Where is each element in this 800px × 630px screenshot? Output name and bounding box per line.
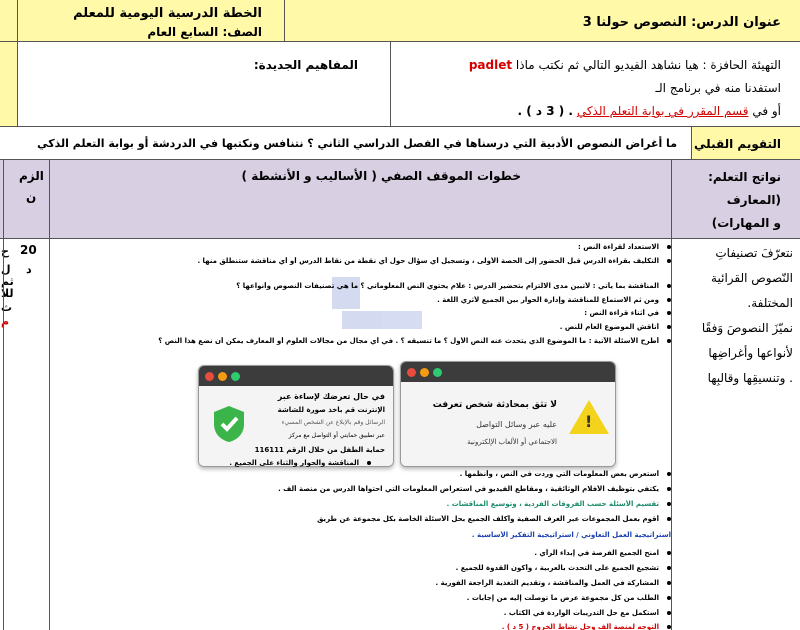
- window-dot-orange: [218, 372, 227, 381]
- grade-label: الصف: السابع العام: [147, 25, 262, 39]
- steps-header-label: خطوات الموقف الصفي ( الأساليب و الأنشطة ): [241, 169, 521, 183]
- outcomes-header-2: (المعارف: [726, 193, 781, 207]
- steps-header-cell: [49, 159, 672, 239]
- warning-popup-line2: عليه عبر وسائل التواصل: [476, 420, 557, 429]
- window-titlebar: [199, 366, 393, 386]
- outcomes-body-cell: [671, 238, 800, 630]
- prior-eval-label-cell: [691, 126, 800, 160]
- outcomes-header-1: نواتج التعلم:: [708, 170, 781, 184]
- edge-text-4: للا: [1, 287, 14, 300]
- safety-popup-line5: حماية الطفل من خلال الرقم 116111: [254, 446, 385, 454]
- step-item: امنح الجميع الفرصة في إبداء الرأي .: [534, 549, 671, 557]
- outcome-line: لأنواعها وأغراضِها: [708, 346, 793, 360]
- safety-popup-window: [198, 365, 394, 467]
- outcome-line: النّصوص القرائية: [711, 271, 793, 285]
- warning-popup-title: لا تثق بمحادثة شخص تعرفت: [432, 400, 557, 410]
- step-item: المناقشة بما يأتي : لأتبين مدى الالتزام بتحضير الدرس : علام يحتوي النص المعلوماتي ؟ ما هي تصنيفات النصوص وأنواعها ؟: [236, 282, 671, 290]
- window-dot-red: [205, 372, 214, 381]
- window-dot-green: [433, 368, 442, 377]
- window-dot-red: [407, 368, 416, 377]
- padlet-link[interactable]: padlet: [468, 58, 513, 72]
- prior-eval-label: التقويم القبلي: [694, 137, 781, 151]
- header-lesson-cell: [284, 0, 800, 42]
- step-item: أناقش الموضوع العام للنص .: [560, 323, 671, 331]
- step-item: المشاركة في العمل والمناقشة ، وتقديم التغذية الراجعة الفورية .: [436, 579, 671, 587]
- time-unit: د: [26, 263, 32, 276]
- left-edge-yellow: [0, 41, 18, 127]
- motivation-cell: [390, 41, 800, 127]
- motivation-line-2: استفدنا منه في برنامج الـ: [655, 81, 781, 95]
- motivation-line-1: [469, 58, 781, 72]
- outcomes-header-cell: [671, 159, 800, 239]
- edge-text-1: ح: [1, 245, 9, 258]
- window-dot-green: [231, 372, 240, 381]
- step-item: أقوم بعمل المجموعات عبر الغرف الصفية وأكلف الجميع بحل الأسئلة الخاصة بكل مجموعة عن طريق: [317, 515, 671, 523]
- window-titlebar: [401, 362, 615, 382]
- step-item: يكتفي بتوظيف الأفلام الوثائقية ، ومقاطع الفيديو في استعراض المعلومات التي احتواها الدرس من منصة ألف .: [278, 485, 671, 493]
- new-concepts-label: المفاهيم الجديدة:: [253, 58, 358, 72]
- window-body: [199, 386, 393, 466]
- header-plan-cell: [17, 0, 285, 42]
- shield-check-icon: [211, 404, 247, 444]
- outcome-line: . وتنسيقِها وقالبِها: [707, 371, 793, 385]
- warning-popup-window: [400, 361, 616, 467]
- time-header-label-1: الزم: [19, 169, 44, 183]
- step-item: التكليف بقراءة الدرس قبل الحضور إلى الحصة الأولى ، وتسجيل أي سؤال حول أي نقطة من نقاط الدرس أو أي مناقشة ستنطلق منها .: [197, 257, 671, 265]
- safety-popup-line3: الرسائل وقم بالإبلاغ عن الشخص المسيء: [281, 419, 385, 426]
- step-item: أطرح الأسئلة الآتية : ما الموضوع الذي يتحدث عنه النص الأول ؟ ما تنسيقه ؟ . في أي مجال من مجالات العلوم أو المعارف يمكن أن نضع هذا النص ؟: [158, 337, 671, 345]
- step-item: أستكمل مع حل التدريبات الواردة في الكتاب .: [504, 609, 671, 617]
- warning-popup-line3: الاجتماعي أو الألعاب الإلكترونية: [467, 438, 557, 446]
- outcome-line: نتعرّفَ تصنيفاتِ: [715, 246, 793, 260]
- step-item: تشجيع الجميع على التحدث بالعربية ، وأكون القدوة للجميع .: [456, 564, 671, 572]
- step-item: التوجه لمنصة ألف وحل نشاط الخروج ( 5 د ) .: [502, 623, 671, 630]
- concepts-cell: [17, 41, 391, 127]
- prior-eval-question-cell: [0, 126, 692, 160]
- edge-text-6: م: [1, 315, 10, 328]
- step-item: استراتيجية العمل التعاوني / استراتيجية التفكير الأساسية .: [471, 531, 671, 539]
- time-header-cell: [3, 159, 50, 239]
- step-item: أستعرض بعض المعلومات التي وردت في النص ، وأنظمها .: [460, 470, 671, 478]
- time-header-label-2: ن: [26, 190, 37, 204]
- time-body-cell: [3, 238, 50, 630]
- outcome-line: المختلفة.: [747, 296, 793, 310]
- step-item: الطلب من كل مجموعة عرض ما توصلت إليه من إجابات .: [467, 594, 671, 602]
- motivation-text-1: التهيئة الحافزة : هيا نشاهد الفيديو التالي ثم نكتب ماذا: [515, 58, 781, 72]
- step-item: في أثناء قراءة النص :: [584, 309, 671, 317]
- step-item: الاستعداد لقراءة النص :: [578, 243, 671, 251]
- motivation-line-3: أو في قسم المقرر في بوابة التعلم الذكي . ( 3 د ) .: [517, 104, 781, 118]
- window-body: [401, 382, 615, 466]
- plan-title: الخطة الدرسية اليومية للمعلم: [73, 6, 262, 21]
- steps-body-cell: [49, 238, 672, 630]
- header-plan-cell: [0, 0, 18, 42]
- time-minutes: 20: [20, 243, 37, 257]
- edge-text-2: ل: [1, 263, 11, 276]
- safety-popup-line4: عبر تطبيق حمايتي أو التواصل مع مركز: [288, 432, 385, 439]
- warning-exclamation: !: [585, 412, 593, 431]
- window-dot-orange: [420, 368, 429, 377]
- outcome-line: نميّزَ النصوصَ وَفقًا: [701, 321, 793, 335]
- step-item: تقسيم الأسئلة حسب الفروقات الفردية ، وتوسيع المناقشات .: [447, 500, 671, 508]
- safety-popup-title: في حال تعرضك لإساءة عبر: [277, 392, 385, 401]
- prior-eval-question: ما أغراض النصوص الأدبية التي درسناها في الفصل الدراسي الثاني ؟ نتنافس ونكتبها في الدردشة أو بوابة التعلم الذكي: [37, 137, 677, 150]
- edge-text-3: ثم: [1, 275, 14, 288]
- step-item: ومن ثم الاستماع للمناقشة وإدارة الحوار بين الجميع لأثري اللغة .: [437, 296, 671, 304]
- safety-popup-line2: الإنترنت قم باخذ صورة للشاشة: [277, 406, 385, 414]
- edge-text-5: ث: [1, 301, 13, 314]
- step-item: المناقشة والحوار والثناء على الجميع .: [229, 459, 371, 467]
- outcomes-header-3: و المهارات): [711, 216, 781, 230]
- lesson-title: عنوان الدرس: النصوص حولنا 3: [582, 15, 781, 30]
- smart-portal-link[interactable]: قسم المقرر في بوابة التعلم الذكي: [576, 104, 749, 118]
